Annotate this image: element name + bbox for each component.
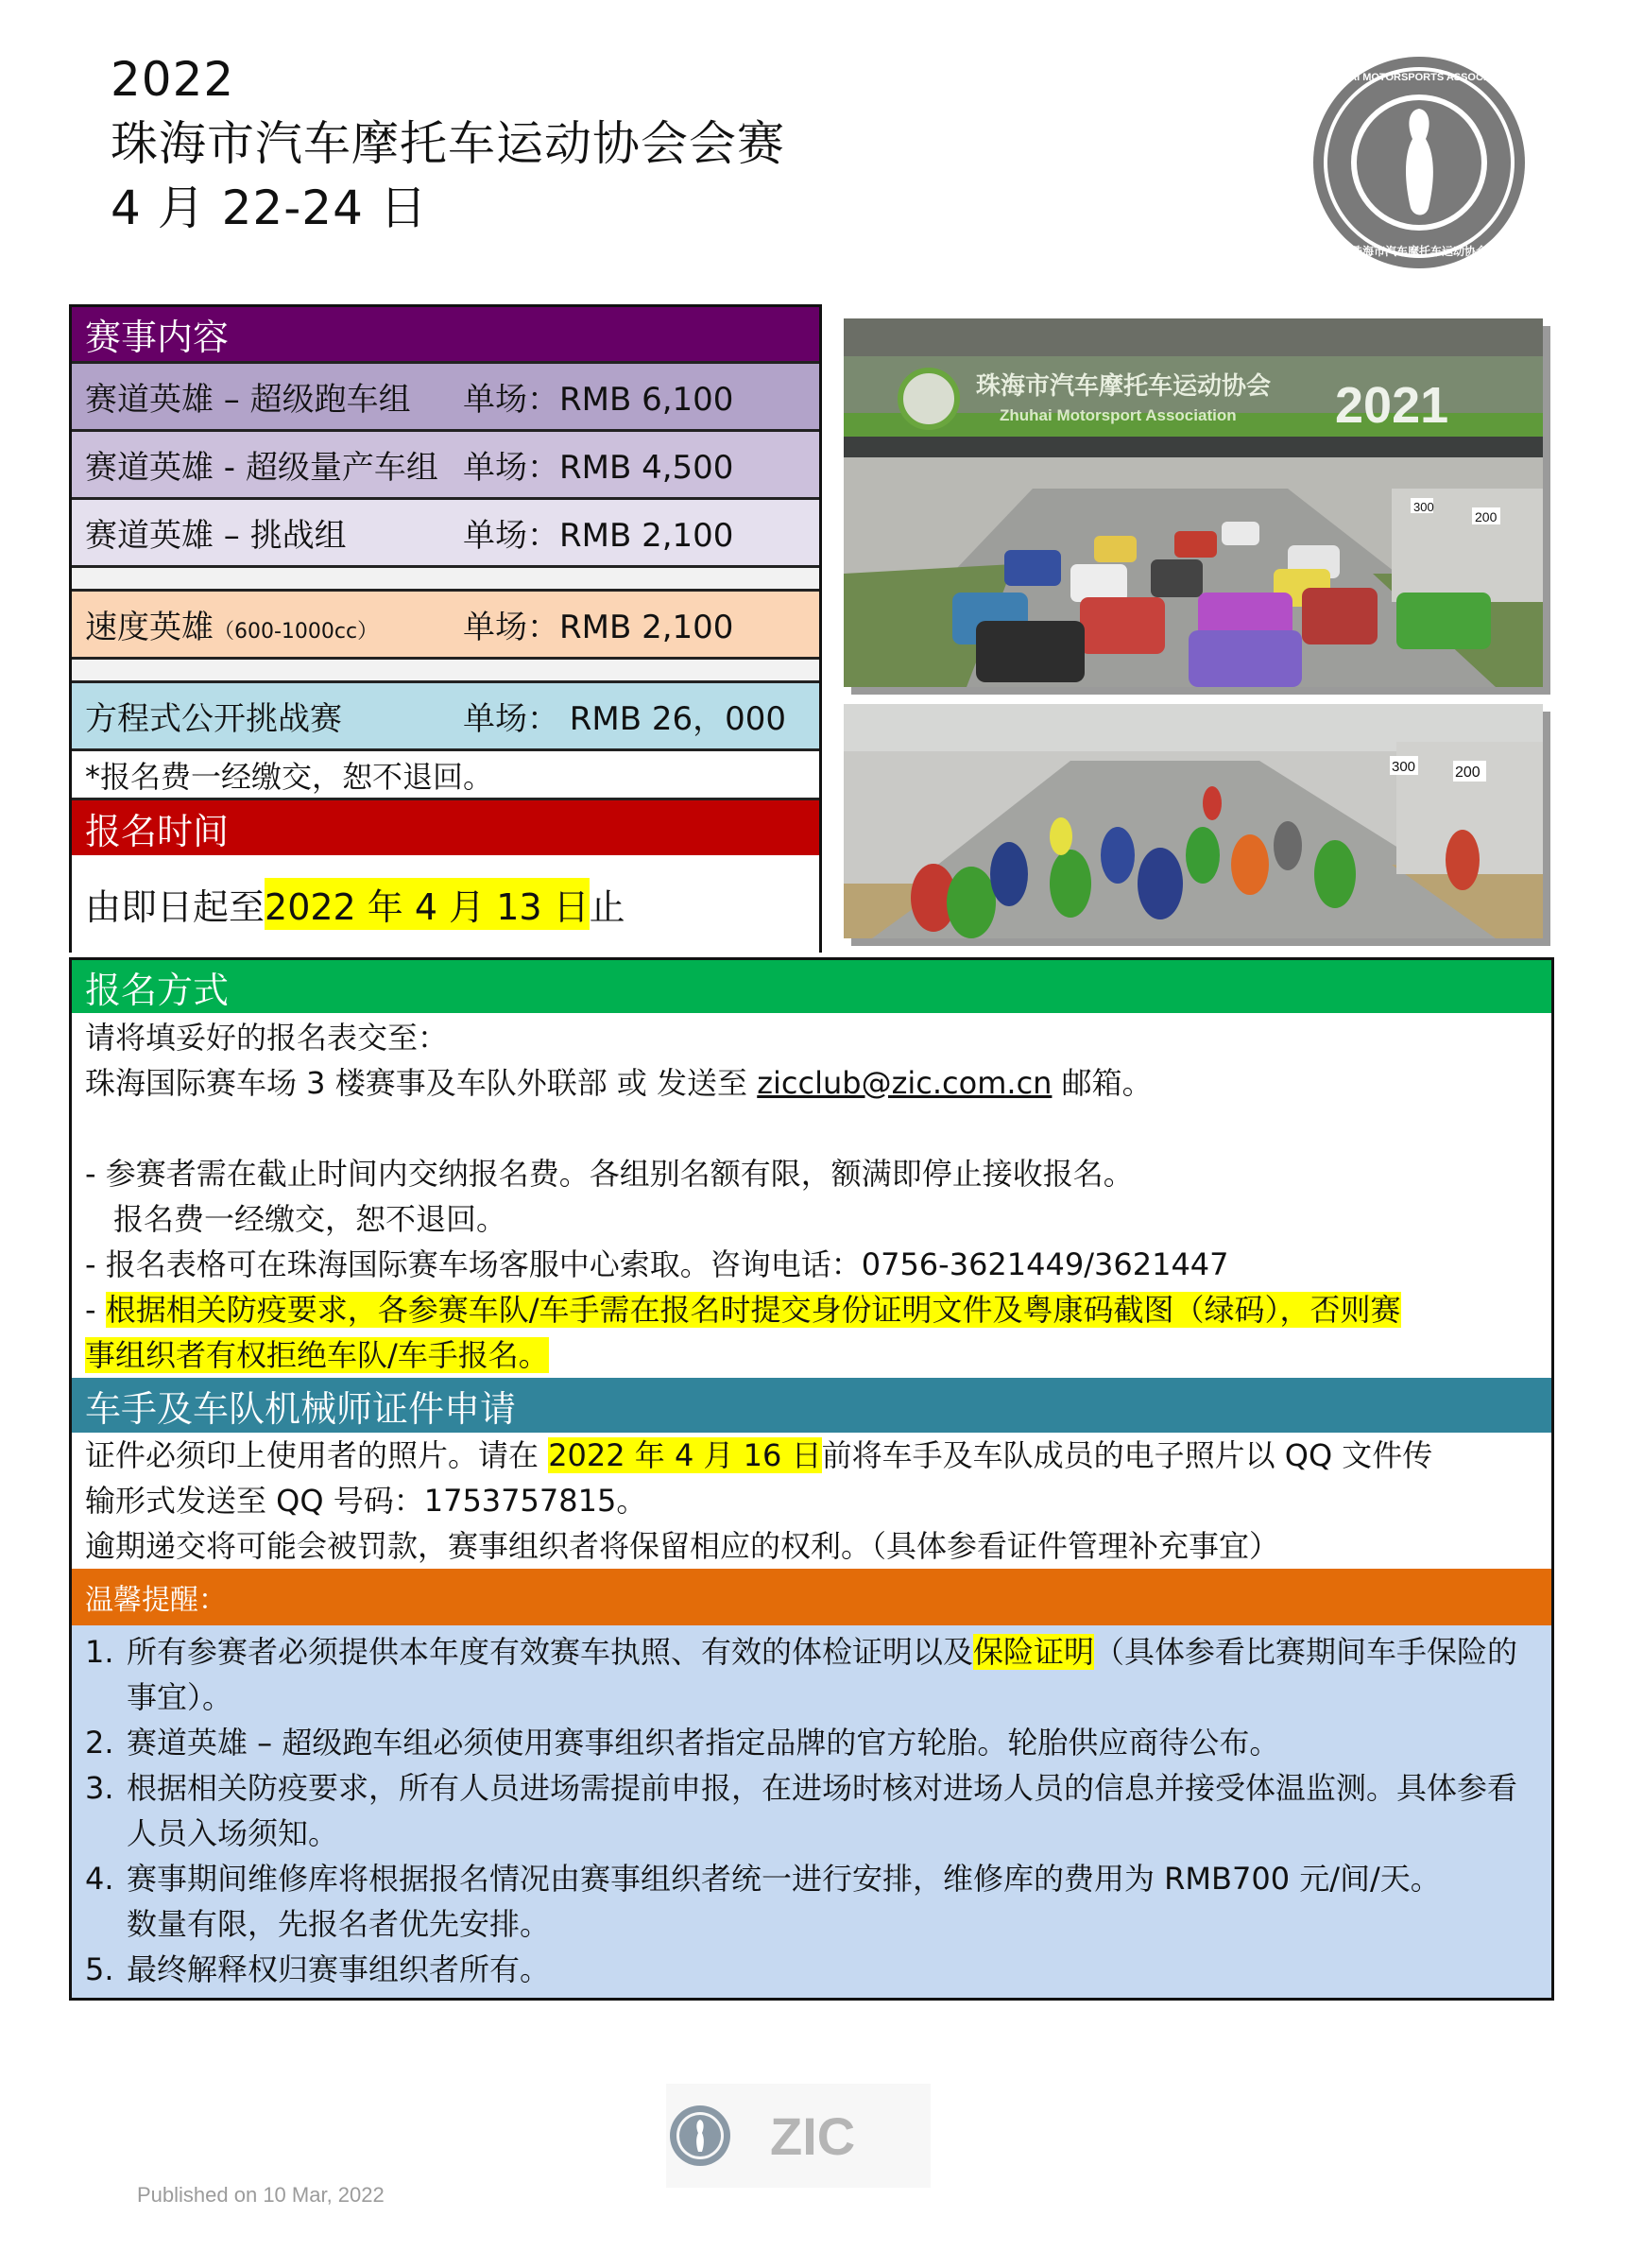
event-name: 方程式公开挑战赛 [85,700,342,738]
credentials-heading: 车手及车队机械师证件申请 [85,1387,517,1430]
email-link[interactable]: zicclub@zic.com.cn [757,1065,1053,1101]
svg-text:300: 300 [1392,759,1416,775]
submit-location: 珠海国际赛车场 3 楼赛事及车队外联部 或 发送至 zicclub@zic.com.cn 邮箱。 [85,1065,1153,1101]
credentials-deadline: 2022 年 4 月 16 日 [548,1437,822,1473]
event-row-challenge [72,500,819,568]
reminders-list [72,1625,1551,1998]
reminder-item-2: 2. 赛道英雄 – 超级跑车组必须使用赛事组织者指定品牌的官方轮胎。轮胎供应商待公布。 [85,1725,1280,1761]
title-block [111,47,785,240]
credentials-header [72,1378,1551,1433]
registration-time-heading: 报名时间 [85,810,230,852]
event-content-header [72,307,819,364]
credentials-line2: 输形式发送至 QQ 号码：1753757815。 [85,1483,647,1519]
credentials-line3: 逾期递交将可能会被罚款，赛事组织者将保留相应的权利。（具体参看证件管理补充事宜） [85,1528,1280,1564]
reminder-item-3: 3. 根据相关防疫要求，所有人员进场需提前申报，在进场时核对进场人员的信息并接受体温监测。具体参看 [85,1770,1518,1806]
credentials-body [72,1433,1551,1569]
event-row-speed-hero [72,592,819,660]
spacer-row [72,568,819,592]
svg-text:300: 300 [1413,500,1434,514]
svg-text:200: 200 [1455,765,1481,781]
event-name: 赛道英雄 – 超级跑车组 [85,381,411,419]
event-price: 单场：RMB 2,100 [463,609,734,646]
event-content-heading: 赛事内容 [85,317,230,358]
registration-method-body [72,1013,1551,1378]
event-name: 速度英雄（600-1000cc） [85,609,379,646]
event-dates: 4 月 22-24 日 [111,180,428,235]
rule-epidemic-cont: 事组织者有权拒绝车队/车手报名。 [85,1337,549,1373]
reminder-item-5: 5. 最终解释权归赛事组织者所有。 [85,1951,551,1987]
zic-logo-icon: ZIC [770,2106,856,2166]
svg-text:2021: 2021 [1335,377,1449,434]
event-name: 赛道英雄 - 超级量产车组 [85,449,438,487]
event-name: 赛道英雄 – 挑战组 [85,517,347,555]
published-date: Published on 10 Mar, 2022 [137,2183,385,2207]
year-title: 2022 [111,52,235,107]
svg-text:Zhuhai Motorsport Association: Zhuhai Motorsport Association [1000,406,1237,424]
spacer-row [72,660,819,683]
rule-form-pickup: - 报名表格可在珠海国际赛车场客服中心索取。咨询电话：0756-3621449/3621447 [85,1246,1229,1282]
svg-text:200: 200 [1475,509,1498,524]
event-row-production [72,432,819,500]
reminder-item-4: 4. 赛事期间维修库将根据报名情况由赛事组织者统一进行安排，维修库的费用为 RMB700 元/间/天。 [85,1861,1441,1897]
reminder-item-3-cont: 人员入场须知。 [127,1815,339,1851]
registration-details-panel [69,957,1554,2001]
rule-fee-nonrefundable: 报名费一经缴交，恕不退回。 [113,1201,507,1237]
event-price: 单场：RMB 6,100 [463,381,734,419]
refund-note: *报名费一经缴交，恕不退回。 [72,751,819,800]
motorcycle-race-photo [844,704,1543,938]
reminder-item-4-cont: 数量有限，先报名者优先安排。 [127,1906,551,1942]
event-title: 珠海市汽车摩托车运动协会会赛 [111,116,785,171]
event-price: 单场： RMB 26，000 [463,700,787,738]
event-price: 单场：RMB 4,500 [463,449,734,487]
event-price: 单场：RMB 2,100 [463,517,734,555]
car-race-photo [844,318,1543,687]
credentials-line1: 证件必须印上使用者的照片。请在 2022 年 4 月 16 日前将车手及车队成员的电子照片以 QQ 文件传 [85,1437,1433,1473]
reminder-item-1-cont: 事宜）。 [127,1679,233,1715]
registration-time-body: 由即日起至 2022 年 4 月 13 日 止 [72,855,819,953]
blank-line [72,1106,1551,1151]
submit-instructions: 请将填妥好的报名表交至： [85,1020,449,1056]
registration-time-header [72,800,819,855]
reminders-header [72,1569,1551,1625]
event-row-formula [72,683,819,751]
event-row-supercar [72,364,819,432]
svg-text:ZHUHAI MOTORSPORTS ASSOCIATION: ZHUHAI MOTORSPORTS ASSOCIATION [1320,72,1518,83]
svg-text:珠海市汽车摩托车运动协会: 珠海市汽车摩托车运动协会 [976,372,1272,401]
reminders-heading: 温馨提醒： [85,1584,227,1617]
rule-epidemic: - 根据相关防疫要求，各参赛车队/车手需在报名时提交身份证明文件及粤康码截图（绿码），否则赛 [85,1292,1401,1328]
registration-method-heading: 报名方式 [85,969,230,1011]
svg-text:珠海市汽车摩托车运动协会: 珠海市汽车摩托车运动协会 [1350,245,1488,258]
reminder-item-1: 1. 所有参赛者必须提供本年度有效赛车执照、有效的体检证明以及保险证明（具体参看比赛期间车手保险的 [85,1634,1518,1670]
footer-logos [666,2084,931,2188]
gear-emblem-icon [1309,52,1531,274]
association-logo [1309,52,1531,274]
rule-fee-deadline: - 参赛者需在截止时间内交纳报名费。各组别名额有限，额满即停止接收报名。 [85,1156,1134,1192]
event-content-table [69,304,822,953]
registration-deadline: 2022 年 4 月 13 日 [265,878,590,930]
registration-method-header [72,960,1551,1013]
